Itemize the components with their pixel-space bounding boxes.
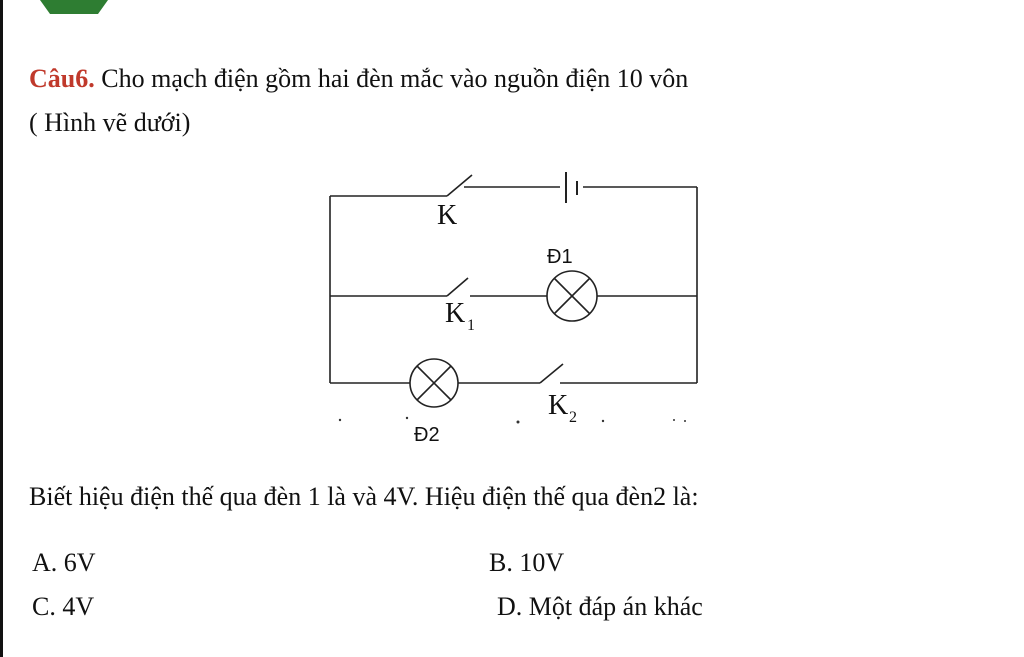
switch-k1-label: K [445, 298, 466, 329]
switch-k2-label: K [548, 390, 569, 421]
switch-k-label: K [437, 200, 458, 231]
switch-k2-subscript: 2 [569, 409, 577, 426]
lamp-d1-label: Đ1 [547, 246, 573, 268]
stray-marks [339, 417, 686, 424]
switch-k1-subscript: 1 [467, 317, 475, 334]
switch-k1-blade [447, 278, 468, 296]
option-d[interactable]: D. Một đáp án khác [497, 592, 703, 621]
question-statement: Biết hiệu điện thế qua đèn 1 là và 4V. Hiệu điện thế qua đèn2 là: [29, 482, 699, 511]
option-b[interactable]: B. 10V [489, 548, 565, 577]
question-text-line1: Cho mạch điện gồm hai đèn mắc vào nguồn điện 10 vôn [94, 64, 689, 93]
question-number: Câu6. [29, 64, 95, 93]
question-text-line2: ( Hình vẽ dưới) [29, 108, 191, 137]
switch-k2-blade [540, 364, 563, 383]
option-c[interactable]: C. 4V [32, 592, 95, 621]
option-a[interactable]: A. 6V [32, 548, 96, 577]
switch-k-blade [447, 175, 472, 196]
lamp-d2-label: Đ2 [414, 424, 440, 446]
